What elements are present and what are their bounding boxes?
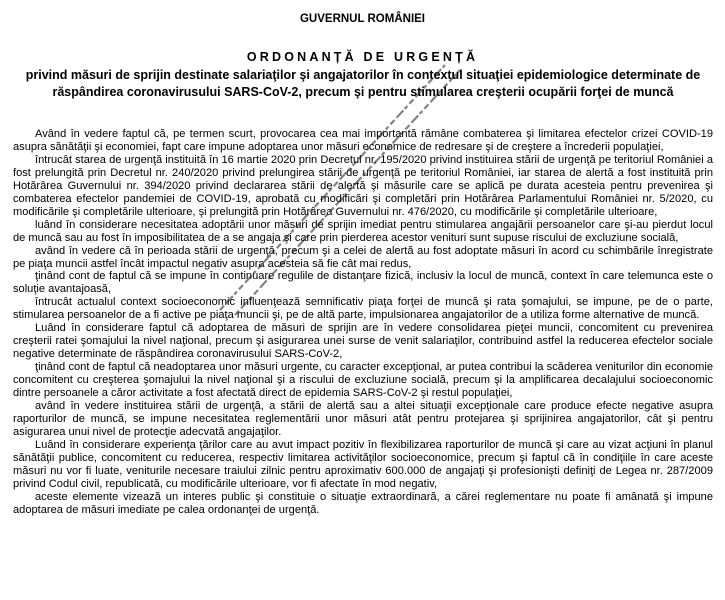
document-title: ORDONANȚĂ DE URGENȚĂ <box>246 50 479 64</box>
paragraph: având în vedere că în perioada stării de urgenţă, precum şi a celei de alertă au fost adoptate măsuri în acord cu schimbările înregistrate pe piaţa muncii astfel încât impactul negativ asupra acesteia să fie cât mai redus, <box>13 244 713 270</box>
government-heading: GUVERNUL ROMÂNIEI <box>299 13 426 25</box>
paragraph: întrucât actualul context socioeconomic influenţează semnificativ piaţa forţei de muncă şi rata şomajului, se impune, pe de o parte, stimularea persoanelor de a fi active pe piaţa muncii şi, pe de altă parte, impulsionarea angajatorilor de a utiliza forme alternative de muncă. <box>13 296 713 322</box>
paragraph: întrucât starea de urgenţă instituită în 16 martie 2020 prin Decretul nr. 195/2020 privind instituirea stării de urgenţă pe teritoriul României a fost prelungită prin Decretul nr. 240/2020 privind prelungirea stării de urgenţă pe teritoriul României, iar starea de alertă a fost instituită prin Hotărârea Guvernului nr. 394/2020 privind declararea stării de alertă şi măsurile care se aplică pe durata acesteia pentru prevenirea şi combaterea efectelor pandemiei de COVID-19, aprobată cu modificări şi completări prin Hotărârea Parlamentului României nr. 5/2020, cu modificările şi completările ulterioare, şi prelungită prin Hotărârea Guvernului nr. 476/2020, cu modificările şi completările ulterioare, <box>13 153 713 218</box>
document-body <box>13 128 713 517</box>
paragraph: având în vedere instituirea stării de urgenţă, a stării de alertă sau a altei situaţii excepţionale care produce efecte negative asupra raporturilor de muncă, se impune necesitatea reglementării unor măsuri atât pentru protejarea şi sprijinirea angajatorilor, cât şi pentru asigurarea unui nivel de protecţie adecvată angajaţilor. <box>13 400 713 438</box>
paragraph: Luând în considerare faptul că adoptarea de măsuri de sprijin are în vedere consolidarea pieţei muncii, concomitent cu prevenirea creşterii ratei şomajului la nivel naţional, precum şi asigurarea unei surse de venit salariaţilor, contribuind astfel la reducerea efectelor sociale negative determinate de răspândirea coronavirusului SARS-CoV-2, <box>13 322 713 361</box>
document-subtitle: privind măsuri de sprijin destinate salariaţilor şi angajatorilor în contextul situaţiei epidemiologice determinate de răspândirea coronavirusului SARS-CoV-2, precum şi pentru stimularea creşterii ocupării forţei de muncă <box>25 68 701 99</box>
paragraph: aceste elemente vizează un interes public şi constituie o situaţie extraordinară, a cărei reglementare nu poate fi amânată şi impune adoptarea de măsuri imediate pe calea ordonanţei de urgenţă. <box>13 490 713 516</box>
paragraph: Având în vedere faptul că, pe termen scurt, provocarea cea mai importantă rămâne combaterea şi limitarea efectelor crizei COVID-19 asupra sănătăţii şi economiei, fapt care impune adoptarea unor măsuri economice de redresare şi de creştere a încrederii populaţiei, <box>13 128 713 153</box>
paragraph: ţinând cont de faptul că neadoptarea unor măsuri urgente, cu caracter excepţional, ar putea contribui la scăderea veniturilor din economie concomitent cu creşterea şomajului la nivel naţional şi a riscului de excluziune socială, precum şi la amplificarea decalajului socioeconomic dintre persoanele a căror activitate a fost afectată direct de epidemia SARS-CoV-2 şi restul populaţiei, <box>13 361 713 400</box>
paragraph: luând în considerare necesitatea adoptării unor măsuri de sprijin imediat pentru stimularea angajării persoanelor care şi-au pierdut locul de muncă sau au fost în imposibilitatea de a se angaja şi care prin pierderea acestor venituri sunt supuse riscului de excluziune socială, <box>13 218 713 244</box>
paragraph: Luând în considerare experienţa ţărilor care au avut impact pozitiv în flexibilizarea raporturilor de muncă şi care au vizat acţiuni în planul sănătăţii publice, concomitent cu reducerea, respectiv limitarea activităţilor socioeconomice, precum şi faptul că în condiţiile în care aceste măsuri nu vor fi luate, veniturile necesare traiului zilnic pentru aproximativ 600.000 de angajaţi şi profesionişti definiţi de Legea nr. 287/2009 privind Codul civil, republicată, cu modificările ulterioare, vor fi afectate în mod negativ, <box>13 438 713 490</box>
paragraph: ţinând cont de faptul că se impune în continuare regulile de distanţare fizică, inclusiv la locul de muncă, context în care telemunca este o soluţie avantajoasă, <box>13 270 713 296</box>
